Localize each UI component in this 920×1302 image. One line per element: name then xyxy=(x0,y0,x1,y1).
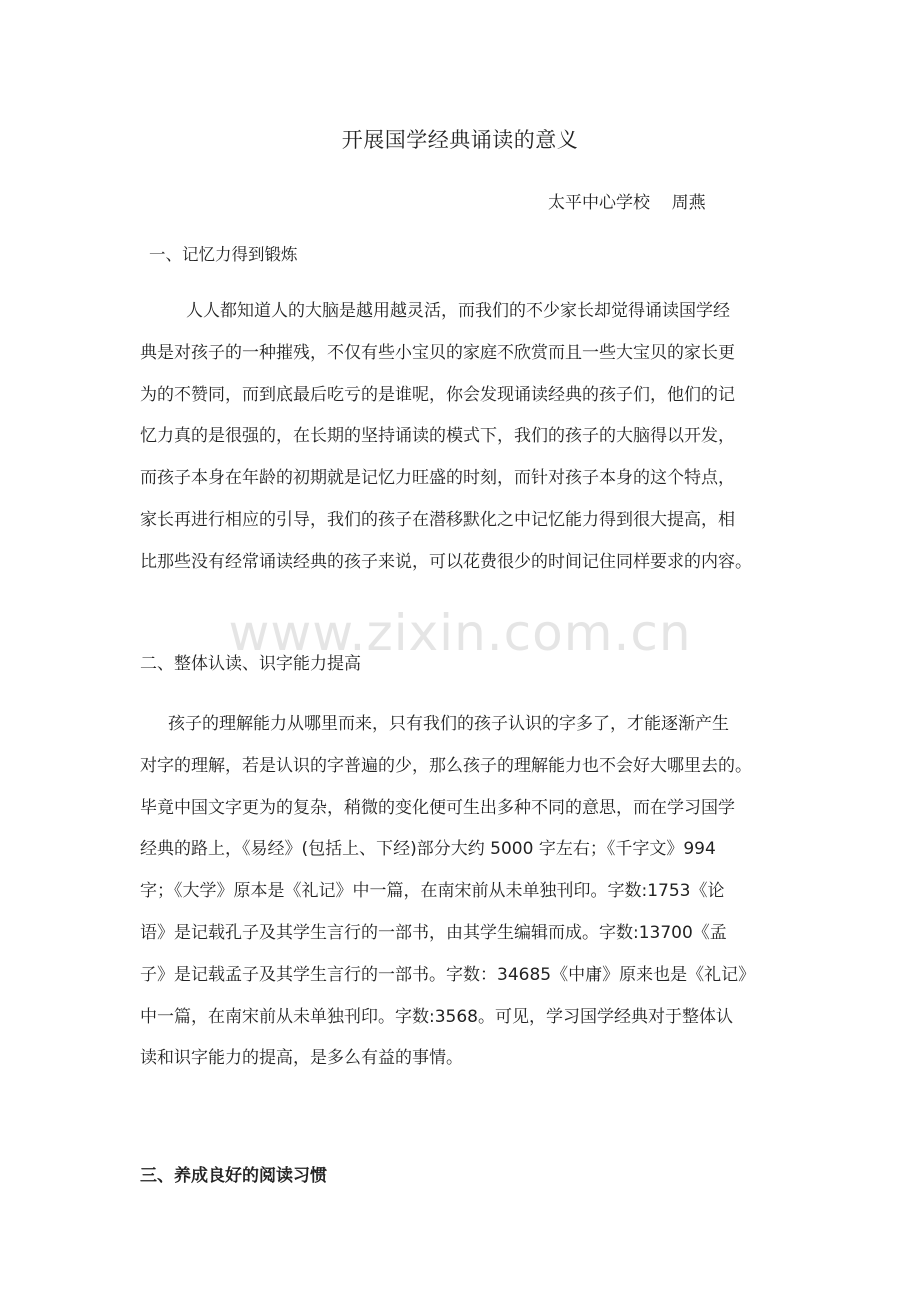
paragraph-line: 忆力真的是很强的，在长期的坚持诵读的模式下，我们的孩子的大脑得以开发， xyxy=(140,426,735,447)
paragraph-line: 中一篇，在南宋前从未单独刊印。字数:3568。可见，学习国学经典对于整体认 xyxy=(140,1006,733,1027)
paragraph-line: 人人都知道人的大脑是越用越灵活，而我们的不少家长却觉得诵读国学经 xyxy=(186,301,730,321)
section-heading-1: 一、记忆力得到锻炼 xyxy=(149,245,298,264)
paragraph-line: 读和识字能力的提高，是多么有益的事情。 xyxy=(140,1048,463,1069)
document-title: 开展国学经典诵读的意义 xyxy=(341,128,579,152)
section-paragraph-2 xyxy=(140,704,785,1080)
paragraph-line: 子》是记载孟子及其学生言行的一部书。字数：34685《中庸》原来也是《礼记》 xyxy=(140,964,756,985)
paragraph-line: 典是对孩子的一种摧残，不仅有些小宝贝的家庭不欣赏而且一些大宝贝的家长更 xyxy=(140,342,735,363)
paragraph-line: 语》是记载孔子及其学生言行的一部书，由其学生编辑而成。字数:13700《孟 xyxy=(140,922,727,943)
paragraph-line: 比那些没有经常诵读经典的孩子来说，可以花费很少的时间记住同样要求的内容。 xyxy=(140,551,752,572)
section-heading-3: 三、养成良好的阅读习惯 xyxy=(140,1166,327,1186)
section-paragraph-1 xyxy=(140,291,785,584)
author-line: 太平中心学校 周燕 xyxy=(548,193,706,213)
paragraph-line: 毕竟中国文字更为的复杂，稍微的变化便可生出多种不同的意思，而在学习国学 xyxy=(140,797,735,818)
paragraph-line: 经典的路上，《易经》(包括上、下经)部分大约 5000 字左右；《千字文》994 xyxy=(140,839,716,860)
paragraph-line: 孩子的理解能力从哪里而来，只有我们的孩子认识的字多了，才能逐渐产生 xyxy=(168,714,729,734)
watermark: www.zixin.com.cn xyxy=(228,604,692,662)
paragraph-line: 为的不赞同，而到底最后吃亏的是谁呢，你会发现诵读经典的孩子们，他们的记 xyxy=(140,384,735,405)
paragraph-line: 字；《大学》原本是《礼记》中一篇，在南宋前从未单独刊印。字数:1753《论 xyxy=(140,881,725,902)
paragraph-line: 对字的理解，若是认识的字普遍的少，那么孩子的理解能力也不会好大哪里去的。 xyxy=(140,755,752,776)
section-heading-2: 二、整体认读、识字能力提高 xyxy=(140,654,361,674)
paragraph-line: 而孩子本身在年龄的初期就是记忆力旺盛的时刻，而针对孩子本身的这个特点， xyxy=(140,468,735,489)
paragraph-line: 家长再进行相应的引导，我们的孩子在潜移默化之中记忆能力得到很大提高，相 xyxy=(140,509,735,530)
